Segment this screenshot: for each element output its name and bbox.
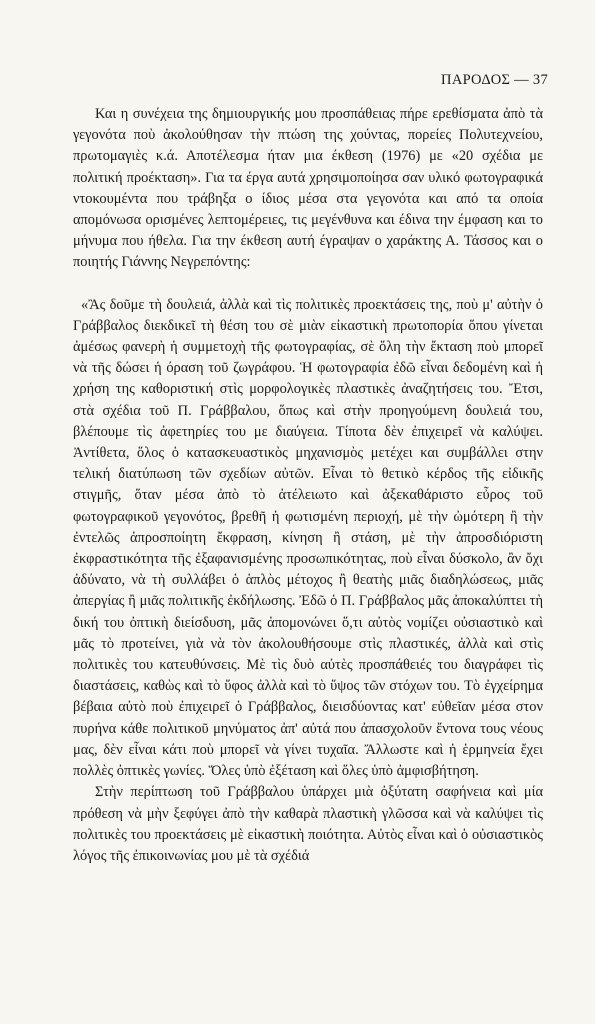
paragraph-continuation: Στὴν περίπτωση τοῦ Γράββαλου ὑπάρχει μιὰ ὀξύτατη σαφήνεια καὶ μία πρόθεση νὰ μὴν ξεφύγει ἀπὸ τὴν καθαρὰ πλαστικὴ γλῶσσα καὶ νὰ καλύψει τὶς πολιτικὲς του προεκτάσεις μὲ εἰκαστικὴ ποιότητα. Αὐτὸς εἶναι καὶ ὁ οὐσιαστικὸς λόγος τῆς ἐπικοινωνίας μου μὲ τὰ σχέδιά [73, 784, 543, 864]
paragraph-intro: Και η συνέχεια της δημιουργικής μου προσπάθειας πήρε ερεθίσματα ἀπὸ τὰ γεγονότα ποὺ ἀκολούθησαν τὴν πτώση της χούντας, πορείες Πολυτεχνείου, πρωτομαγιὲς κ.ά. Αποτέλεσμα ήταν μια έκθεση (1976) με «20 σχέδια με πολιτική προέκταση». Για τα έργα αυτά χρησιμοποίησα σαν υλικό φωτογραφικά ντοκουμέντα που τράβηξα ο ίδιος μέσα στα γεγονότα και από τα οποία απομόνωσα ορισμένες λεπτομέρειες, τις μεγένθυνα και έδινα την έμφαση και το μήνυμα που ήθελα. Για την έκθεση αυτή έγραψαν ο χαράκτης Α. Τάσσος και ο ποιητής Γιάννης Νεγρεπόντης: [73, 106, 543, 271]
running-header: ΠΑΡΟΔΟΣ — 37 [441, 72, 548, 88]
quoted-passage: «Ἂς δοῦμε τὴ δουλειά, ἀλλὰ καὶ τὶς πολιτικὲς προεκτάσεις της, ποὺ μ' αὐτὴν ὁ Γράββαλος διεκδικεῖ τὴ θέση του σὲ μιὰν εἰκαστικὴ πρωτοπορία ὅπου γίνεται ἀμέσως φανερὴ ἡ συμμετοχὴ τῆς φωτογραφίας, σὲ ὅλη τὴν ἔκταση ποὺ μπορεῖ νὰ τῆς δώσει ἡ όραση τοῦ ζωγράφου. Ἡ φωτογραφία ἐδῶ εἶναι δεδομένη καὶ ἡ χρήση της καθοριστική στὶς μορφολογικὲς πλαστικὲς ἀναζητήσεις του. Ἔτσι, στὰ σχέδια τοῦ Π. Γράββαλου, ὅπως καὶ στὴν προηγούμενη δουλειά του, βλέπουμε τὶς ἀφετηρίες του με διαύγεια. Τίποτα δὲν ἐπιχειρεῖ νὰ καλύψει. Ἀντίθετα, ὅλος ὁ κατασκευαστικὸς μηχανισμὸς μετέχει και συμβάλλει στην τελική διατύπωση τῶν σχεδίων αὐτῶν. Εἶναι τὸ θετικὸ κέρδος τῆς εἰδικῆς στιγμῆς, ὅταν μέσα ἀπὸ τὸ ἀτέλειωτο καὶ ἀξεκαθάριστο εὖρος τοῦ φωτογραφικοῦ γεγονότος, βρεθῆ ἡ φωτισμένη περιοχή, μὲ τὴν ὠμότερη ἢ τὴν ἐντελῶς ἀπροσποίητη ἔκφραση, κίνηση ἢ στάση, μὲ τὴν ἀπροσδιόριστη ἐκφραστικότητα τῆς ἐξαφανισμένης προσωπικότητας, ποὺ εἶναι δύσκολο, ἂν ὄχι ἀδύνατο, νὰ τὴ συλλάβει ὁ ἁπλὸς μέτοχος ἢ θεατὴς μιᾶς διαδηλώσεως, μιᾶς ἀπεργίας ἢ μιᾶς πολιτικῆς ἐκδήλωσης. Ἐδῶ ὁ Π. Γράββαλος μᾶς ἀποκαλύπτει τὴ δική του ὀπτικὴ διείσδυση, μᾶς ἀπομονώνει ὅ,τι αὐτὸς νομίζει οὐσιαστικὸ καὶ μᾶς τὸ προτείνει, γιὰ νὰ τὸν ἀκολουθήσουμε στὶς πλαστικές, ἀλλὰ καὶ στὶς πολιτικὲς του κατευθύνσεις. Μὲ τὶς δυὸ αὐτὲς προσπάθειές του διαγράφει τὶς διαστάσεις, καθὼς καὶ τὸ ὕφος ἀλλὰ καὶ τὸ ὕψος τῶν στόχων του. Τὸ ἐγχείρημα βέβαια αὐτὸ ποὺ ἐπιχειρεῖ ὁ Γράββαλος, διεισδύοντας κατ' εὐθεῖαν μέσα στον πυρήνα κάθε πολιτικοῦ μηνύματος ἀπ' αὐτά που ἀπασχολοῦν ἔντονα τους νέους μας, δὲν εἶναι κάτι ποὺ μπορεῖ νὰ γίνει τυχαῖα. Ἄλλωστε καὶ ἡ ἑρμηνεία ἔχει πολλὲς ὀπτικὲς γωνίες. Ὅλες ὑπὸ ἐξέταση καὶ ὅλες ὑπὸ ἀμφισβήτηση. [73, 296, 543, 780]
page-body [73, 104, 543, 867]
